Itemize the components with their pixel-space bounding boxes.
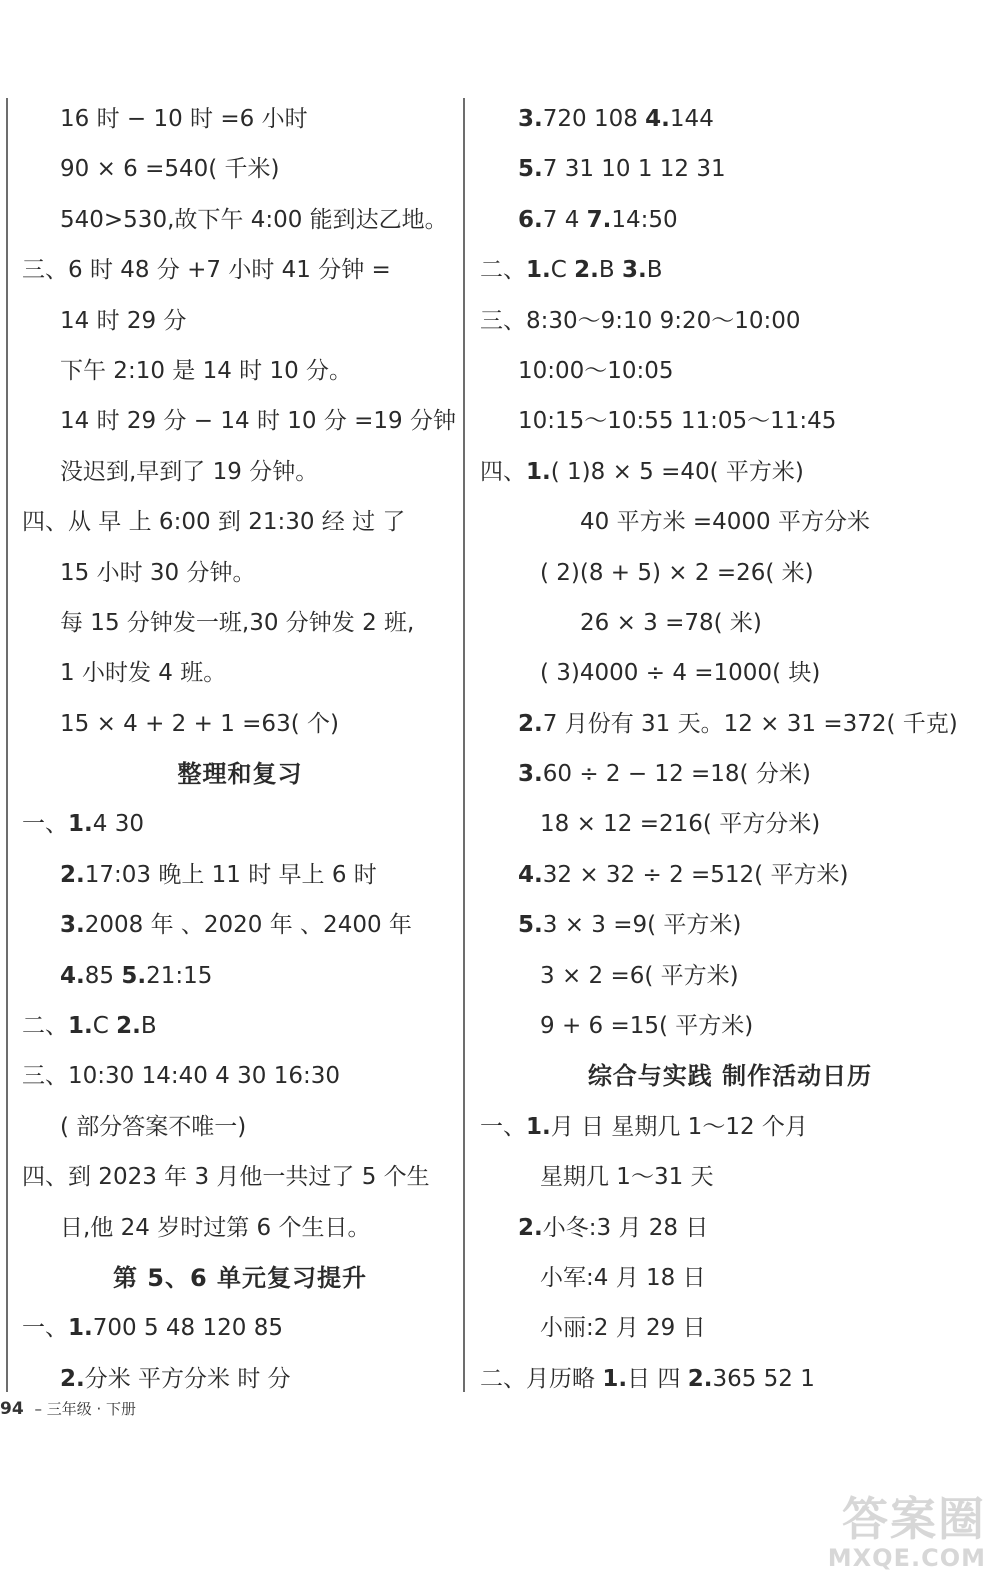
answer-line [22,1203,458,1253]
answer-text: 144 [669,106,714,132]
question-number: 7. [586,206,612,233]
answer-line [22,195,458,245]
grade-label: 三年级 · 下册 [46,1400,137,1418]
answer-text: 40 平方米 =4000 平方分米 [580,509,871,536]
answer-text: 日,他 24 岁时过第 6 个生日。 [60,1214,371,1241]
answer-text: 3 × 3 =9( 平方米) [542,912,742,939]
question-number: 1. [68,1315,93,1342]
question-number: 5. [121,962,147,989]
left-column [22,94,458,1404]
answer-line [480,144,980,194]
answer-text: 32 × 32 ÷ 2 =512( 平方米) [542,861,849,888]
answer-text: 3 × 2 =6( 平方米) [540,962,739,989]
answer-prefix: 二、 [480,1365,526,1392]
answer-prefix: 一、 [480,1113,526,1140]
answer-line [22,900,458,950]
answer-text: 7 31 10 1 12 31 [542,156,726,183]
answer-text: C [550,257,575,284]
heading-text: 整理和复习 [177,760,303,789]
answer-line [22,144,458,194]
answer-line [22,598,458,648]
answer-line [22,1102,458,1152]
answer-text: 四、到 2023 年 3 月他一共过了 5 个生 [22,1164,430,1191]
answer-prefix: 一、 [22,1315,68,1342]
answer-line [480,699,980,749]
answer-line [480,1203,980,1253]
answer-text: 三、8:30～9:10 9:20～10:00 [480,307,801,334]
footer-dash: – [29,1400,47,1418]
section-heading [22,1253,458,1303]
watermark-url: MXQE.COM [827,1544,986,1572]
answer-text: 下午 2:10 是 14 时 10 分。 [60,357,353,384]
answer-line [22,548,458,598]
answer-text: 4 30 [92,811,144,838]
section-heading [22,749,458,799]
watermark-logo [796,1493,986,1573]
answer-line [480,296,980,346]
answer-text: 60 ÷ 2 − 12 =18( 分米) [542,761,811,788]
answer-text: B [598,257,622,284]
question-number: 5. [518,912,543,939]
answer-prefix: 一、 [22,811,68,838]
answer-line [480,799,980,849]
answer-text: 分米 平方分米 时 分 [84,1365,291,1392]
question-number: 2. [60,861,85,888]
answer-line [22,447,458,497]
answer-line [480,900,980,950]
question-number: 2. [518,1214,543,1241]
answer-text: 1 小时发 4 班。 [60,660,227,687]
answer-line [22,296,458,346]
answer-text: 14 时 29 分 [60,307,187,334]
answer-line [22,1354,458,1404]
question-number: 1. [602,1365,628,1392]
answer-text: 小冬:3 月 28 日 [542,1214,709,1241]
answer-line [22,1303,458,1353]
answer-line [480,346,980,396]
answer-text: 15 小时 30 分钟。 [60,559,256,586]
answer-text: 14 时 29 分 − 14 时 10 分 =19 分钟 [60,408,456,435]
answer-line [22,1001,458,1051]
answer-line [480,94,980,144]
answer-line [22,1051,458,1101]
answer-text: 540>530,故下午 4:00 能到达乙地。 [60,206,448,233]
answer-text: 700 5 48 120 85 [92,1315,283,1342]
answer-line [480,447,980,497]
answer-line [22,699,458,749]
question-number: 2. [116,1013,141,1040]
question-number: 2. [518,710,543,737]
question-number: 3. [621,257,647,284]
column-divider [463,98,465,1392]
question-number: 1. [68,811,93,838]
answer-text: 17:03 晚上 11 时 早上 6 时 [84,861,377,888]
question-number: 3. [518,761,543,788]
right-column [480,94,980,1404]
answer-prefix: 二、 [22,1013,68,1040]
answer-text: 85 [84,962,122,989]
page-number: 94 [0,1399,24,1419]
answer-line [22,850,458,900]
answer-text: 720 108 [542,106,646,132]
section-heading [480,1051,980,1101]
answer-text: C [92,1013,117,1040]
answer-text: 365 52 1 [712,1365,815,1392]
answer-text: 三、10:30 14:40 4 30 16:30 [22,1063,340,1090]
answer-text: 90 × 6 =540( 千米) [60,156,280,183]
question-number: 1. [526,458,551,485]
answer-prefix: 二、 [480,257,526,284]
answer-text: 9 + 6 =15( 平方米) [540,1013,754,1040]
answer-line [480,1001,980,1051]
question-number: 1. [68,1013,93,1040]
answer-line [22,245,458,295]
question-number: 4. [518,861,543,888]
answer-text: 星期几 1～31 天 [540,1164,714,1191]
question-number: 1. [526,1113,551,1140]
answer-text: 小丽:2 月 29 日 [540,1315,706,1342]
answer-text: 三、6 时 48 分 +7 小时 41 分钟 = [22,257,391,284]
answer-text: 四、从 早 上 6:00 到 21:30 经 过 了 [22,509,406,536]
answer-text: 10:15～10:55 11:05～11:45 [518,408,837,435]
answer-line [22,648,458,698]
question-number: 3. [60,912,85,939]
question-number: 4. [645,106,670,132]
heading-text: 第 5、6 单元复习提升 [112,1263,368,1292]
answer-text: 小军:4 月 18 日 [540,1264,706,1291]
answer-text: 没迟到,早到了 19 分钟。 [60,458,319,485]
answer-text: 月 日 星期几 1～12 个月 [550,1113,808,1140]
left-margin-rule [6,98,8,1392]
answer-line [22,396,458,446]
question-number: 5. [518,156,543,183]
watermark-title: 答案圈 [842,1492,986,1546]
answer-text: 14:50 [611,206,678,233]
answer-line [480,497,980,547]
answer-line [480,195,980,245]
answer-line [22,346,458,396]
heading-text: 综合与实践 制作活动日历 [587,1062,873,1091]
answer-text: B [140,1013,157,1040]
answer-line [480,749,980,799]
question-number: 2. [60,1365,85,1392]
answer-line [22,799,458,849]
answer-line [480,648,980,698]
answer-line [480,598,980,648]
question-number: 6. [518,206,543,233]
answer-text: 15 × 4 + 2 + 1 =63( 个) [60,710,339,737]
question-number: 3. [518,106,543,132]
answer-text: 21:15 [146,962,213,989]
question-number: 2. [574,257,599,284]
answer-line [22,94,458,144]
answer-line [480,1152,980,1202]
answer-line [480,1354,980,1404]
answer-line [480,951,980,1001]
answer-text: 7 4 [542,206,587,233]
answer-line [480,1253,980,1303]
answer-text: 日 四 [627,1365,688,1392]
answer-line [480,245,980,295]
question-number: 1. [526,257,551,284]
answer-text: B [646,257,663,284]
question-number: 4. [60,962,85,989]
answer-text: 2008 年 、2020 年 、2400 年 [84,912,412,939]
question-number: 2. [687,1365,713,1392]
answer-text: ( 3)4000 ÷ 4 =1000( 块) [540,660,821,687]
answer-text: ( 2)(8 + 5) × 2 =26( 米) [540,559,814,586]
answer-line [480,850,980,900]
answer-line [480,548,980,598]
answer-line [22,497,458,547]
answer-line [480,1303,980,1353]
answer-text: ( 部分答案不唯一) [60,1113,247,1140]
answer-text: 10:00～10:05 [518,357,674,384]
page-footer [0,1398,136,1419]
answer-line [480,1102,980,1152]
answer-line [22,951,458,1001]
answer-line [22,1152,458,1202]
answer-text: 26 × 3 =78( 米) [580,609,762,636]
answer-line [480,396,980,446]
answer-prefix: 四、 [480,458,526,485]
answer-text: 月历略 [526,1365,603,1392]
answer-text: 每 15 分钟发一班,30 分钟发 2 班, [60,609,415,636]
answer-text: 16 时 − 10 时 =6 小时 [60,106,308,132]
answer-text: 7 月份有 31 天。12 × 31 =372( 千克) [542,710,958,737]
answer-text: 18 × 12 =216( 平方分米) [540,811,821,838]
answer-text: ( 1)8 × 5 =40( 平方米) [550,458,804,485]
